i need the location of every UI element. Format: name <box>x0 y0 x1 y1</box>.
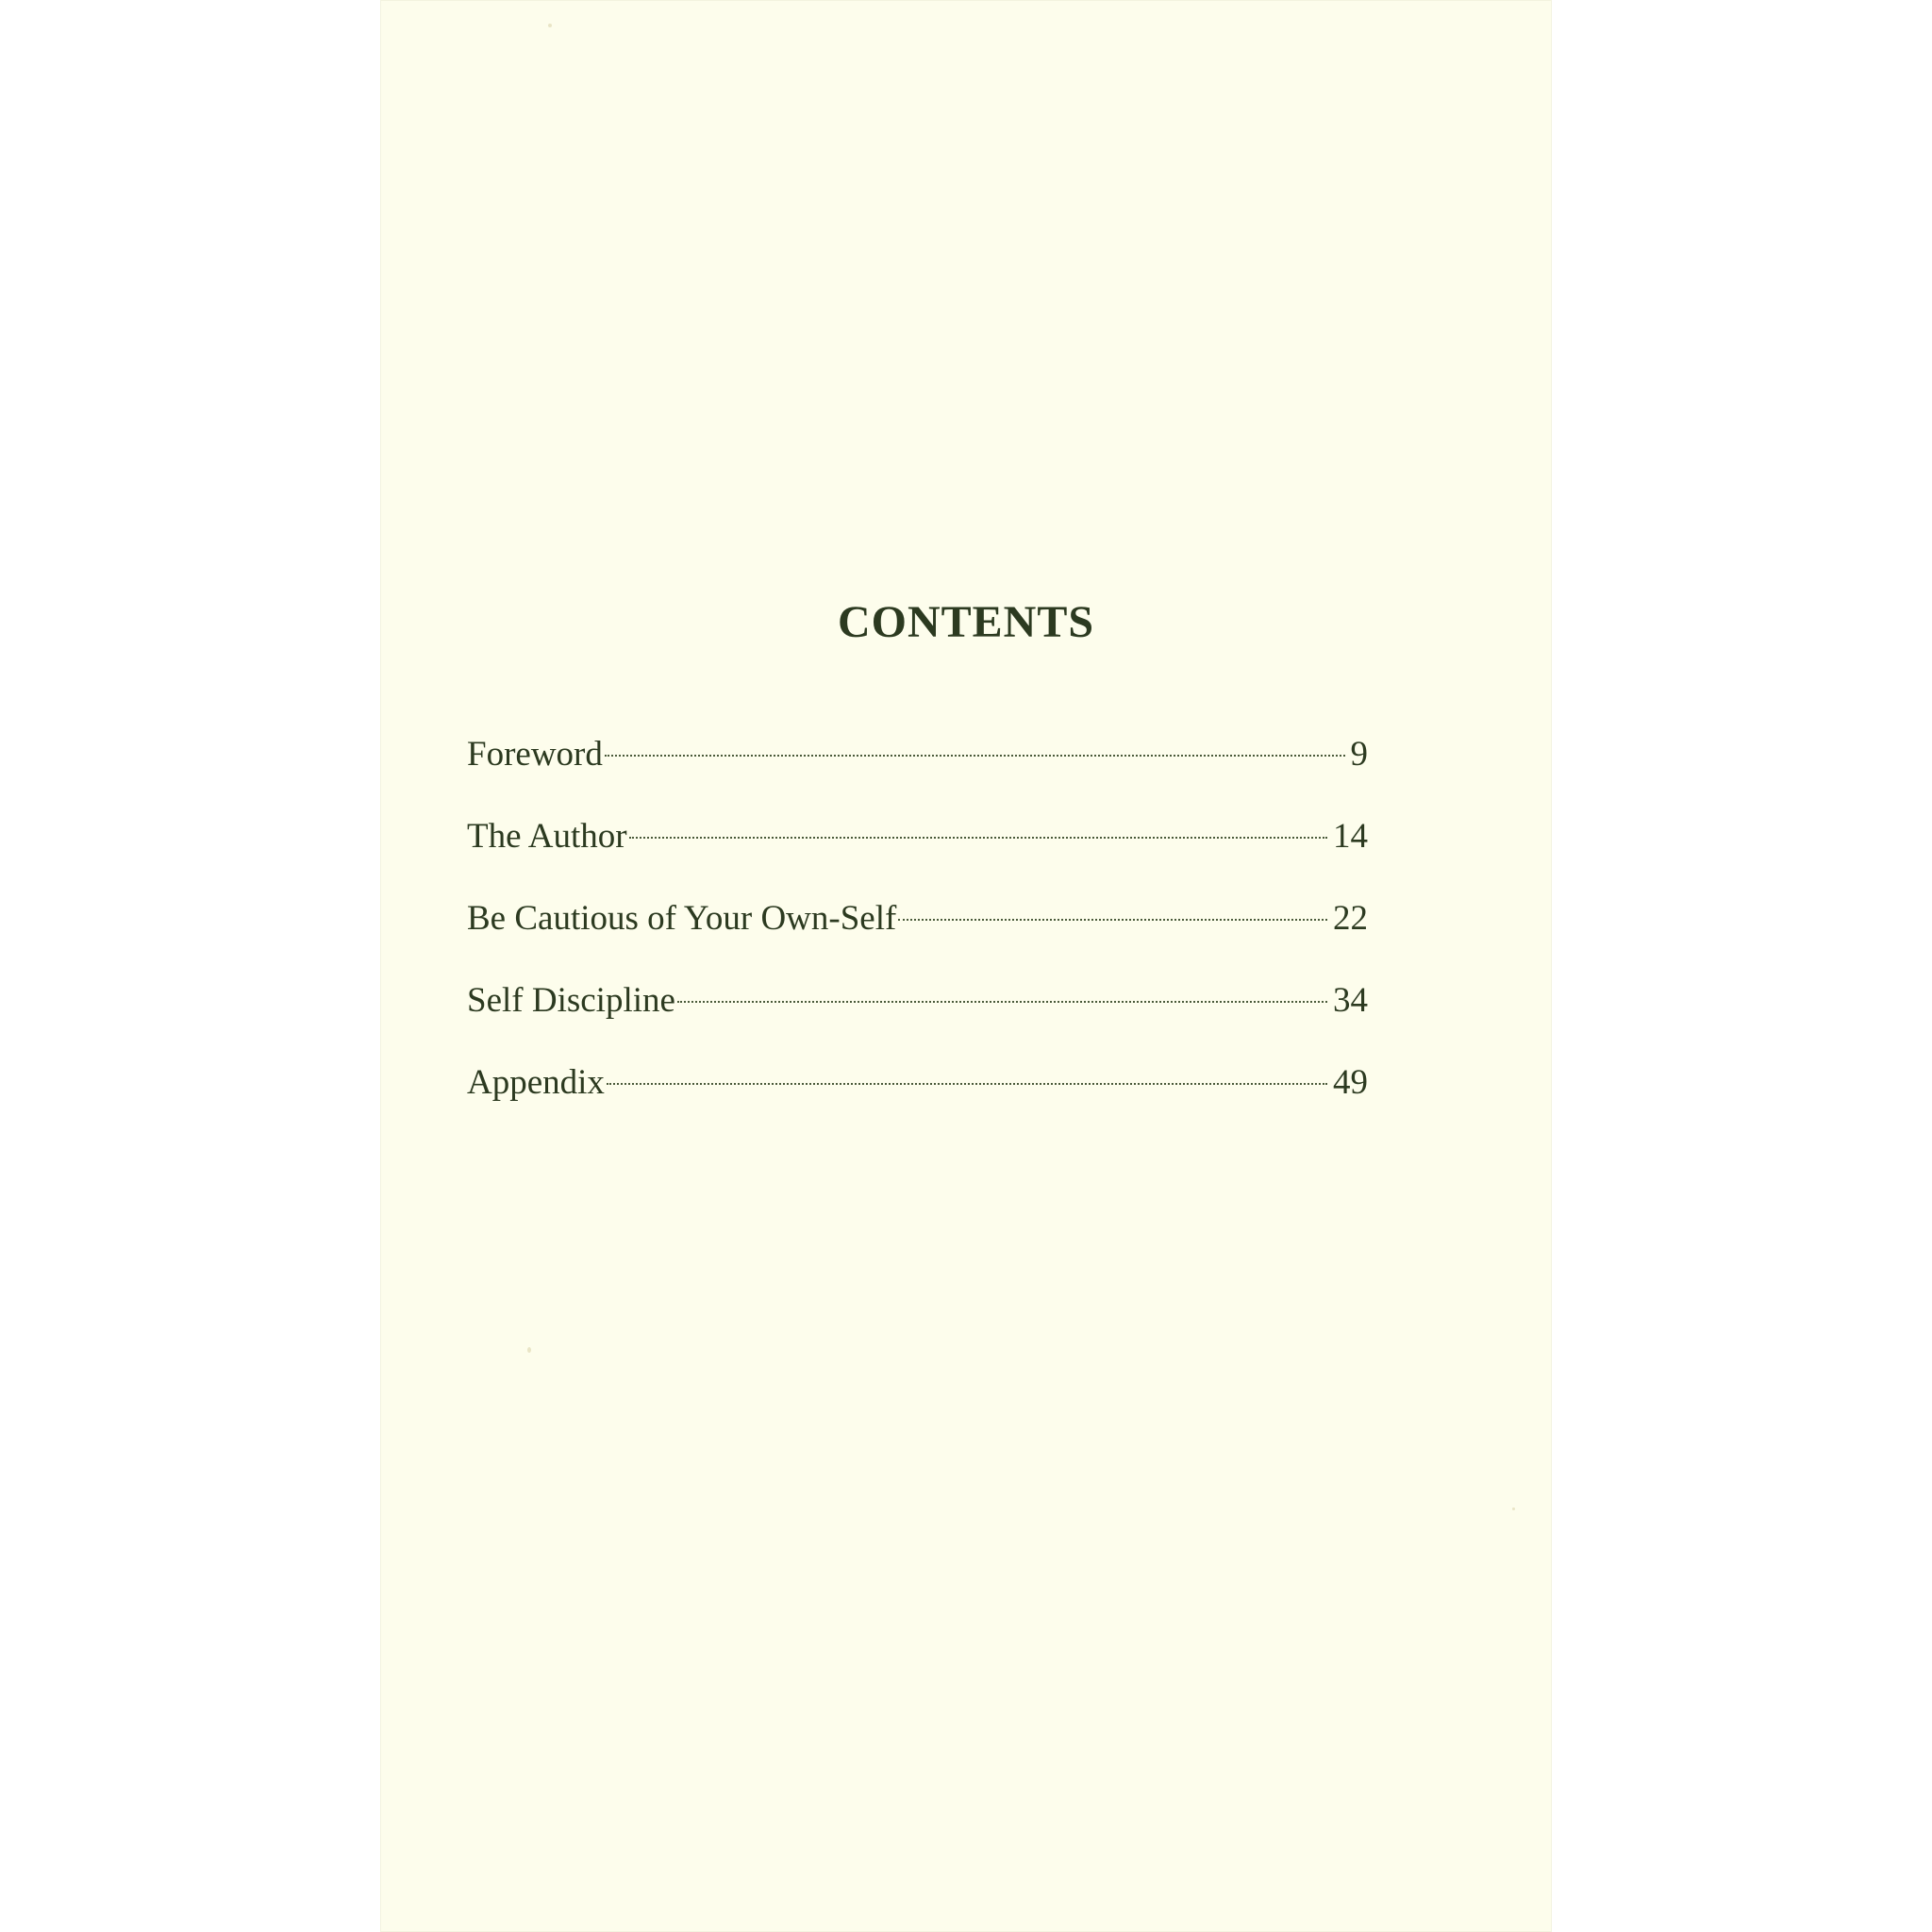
toc-entry-page-number: 34 <box>1333 981 1368 1020</box>
toc-entry-the-author <box>467 811 1368 893</box>
paper-speck <box>548 24 552 27</box>
paper-speck <box>527 1347 531 1353</box>
dot-leader <box>677 1001 1327 1003</box>
toc-entry-label: The Author <box>467 817 627 856</box>
toc-entry-page-number: 22 <box>1333 899 1368 938</box>
toc-entry-appendix <box>467 1058 1368 1140</box>
dot-leader <box>607 1083 1327 1085</box>
paper-speck <box>1512 1507 1515 1510</box>
dot-leader <box>898 919 1327 921</box>
page-title: CONTENTS <box>837 597 1095 648</box>
toc-entry-label: Self Discipline <box>467 981 675 1020</box>
toc-entry-self-discipline <box>467 975 1368 1058</box>
dot-leader <box>605 755 1345 757</box>
toc-entry-page-number: 9 <box>1350 735 1368 774</box>
table-of-contents <box>467 729 1368 1140</box>
toc-entry-be-cautious <box>467 893 1368 975</box>
toc-entry-label: Foreword <box>467 735 603 774</box>
toc-entry-page-number: 49 <box>1333 1063 1368 1102</box>
dot-leader <box>629 837 1327 839</box>
toc-entry-page-number: 14 <box>1333 817 1368 856</box>
toc-entry-foreword <box>467 729 1368 811</box>
toc-entry-label: Be Cautious of Your Own-Self <box>467 899 897 938</box>
toc-entry-label: Appendix <box>467 1063 605 1102</box>
book-page <box>380 0 1552 1932</box>
